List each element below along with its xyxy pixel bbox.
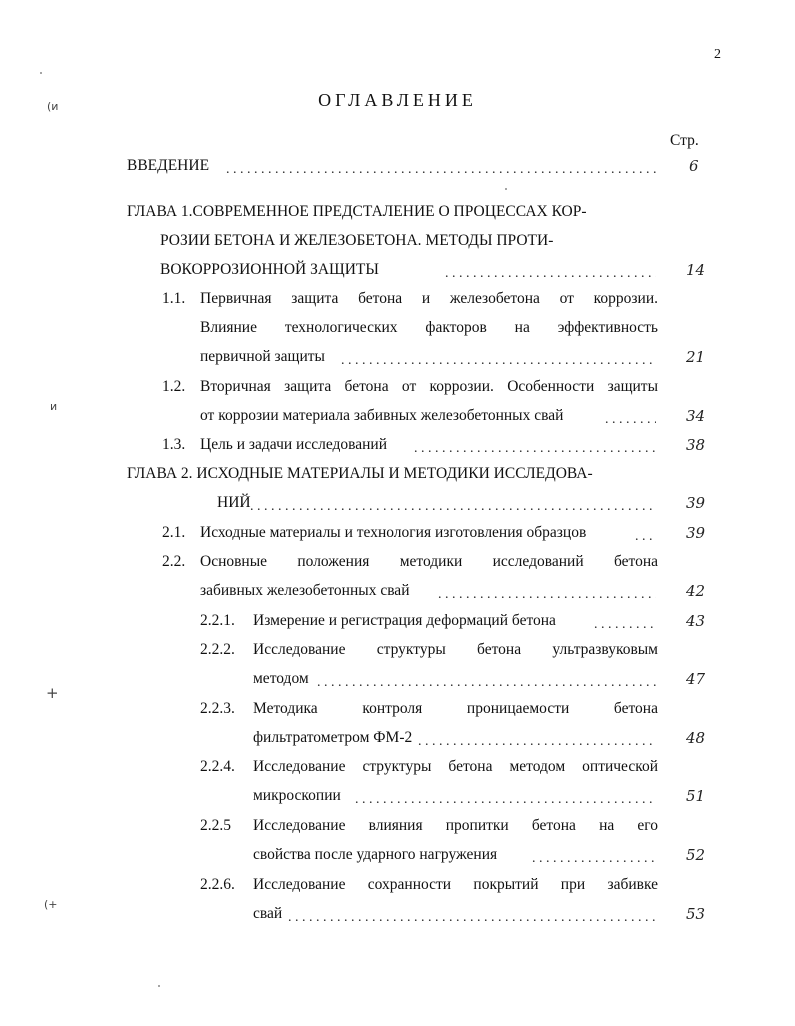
entry-number: 1.3. [162,436,186,453]
page-number: 2 [714,47,721,62]
entry-title: Измерение и регистрация деформаций бетона [253,612,556,629]
entry-page: 39 [686,524,706,542]
entry-title-line: от коррозии материала забивных железобетонных свай [200,407,564,424]
dot-leader [250,494,656,520]
entry-title-line: НИЙ [217,494,251,511]
entry-number: 1.1. [162,290,186,307]
toc-entry-continued [0,787,795,811]
entry-title: Исследование структуры бетона методом оптической [253,758,658,775]
entry-page: 51 [686,787,706,805]
entry-title: Исследование сохранности покрытий при забивке [253,876,658,893]
toc-entry-continued [0,319,795,343]
dot-leader [532,846,656,872]
dot-leader [226,157,656,183]
entry-number: 2.2.1. [200,612,235,629]
dot-leader [355,787,656,813]
toc-entry-continued [0,582,795,606]
entry-title: Вторичная защита бетона от коррозии. Особенности защиты [200,378,658,395]
page-column-header: Стр. [670,132,699,149]
toc-entry-continued [0,670,795,694]
entry-title: Первичная защита бетона и железобетона от коррозии. [200,290,658,307]
dot-leader [414,436,656,462]
dot-leader [288,905,656,931]
entry-page: 14 [686,261,706,279]
entry-number: 2.2.6. [200,876,235,893]
entry-title-line: РОЗИИ БЕТОНА И ЖЕЛЕЗОБЕТОНА. МЕТОДЫ ПРОТИ- [160,232,554,249]
entry-page: 43 [686,612,706,630]
dot-leader [317,670,656,696]
entry-page: 39 [686,494,706,512]
dot-leader [605,407,656,433]
entry-page: 21 [686,348,706,366]
toc-entry [0,157,795,181]
margin-mark: и [50,400,58,413]
toc-entry [0,758,795,782]
toc-entry [0,203,795,227]
entry-title-line: забивных железобетонных свай [200,582,410,599]
entry-title: ВВЕДЕНИЕ [127,157,210,174]
document-title: ОГЛАВЛЕНИЕ [318,90,477,110]
entry-title: Цель и задачи исследований [200,436,388,453]
toc-entry [0,553,795,577]
entry-title-line: микроскопии [253,787,341,804]
toc-entry [0,876,795,900]
entry-number: 2.2.2. [200,641,235,658]
toc-entry [0,290,795,314]
entry-page: 6 [689,157,699,175]
dot-leader [594,612,656,638]
entry-title-line: свойства после ударного нагружения [253,846,498,863]
toc-entry [0,817,795,841]
toc-entry-continued [0,232,795,256]
dot-leader [635,524,656,550]
entry-page: 42 [686,582,706,600]
entry-title: Исследование влияния пропитки бетона на его [253,817,658,834]
entry-title-line: свай [253,905,283,922]
entry-page: 34 [686,407,706,425]
entry-title-line: Влияние технологических факторов на эффективность [200,319,658,336]
dot-leader [445,261,656,287]
toc-entry-continued [0,407,795,431]
entry-title: Исследование структуры бетона ультразвуковым [253,641,658,658]
entry-title-line: ВОКОРРОЗИОННОЙ ЗАЩИТЫ [160,261,379,278]
margin-mark: + [46,684,59,702]
toc-entry [0,465,795,489]
entry-number: 2.2.4. [200,758,235,775]
toc-entry [0,700,795,724]
entry-number: 2.1. [162,524,186,541]
toc-entry-continued [0,494,795,518]
entry-number: 2.2.3. [200,700,235,717]
entry-page: 48 [686,729,706,747]
toc-entry [0,612,795,636]
dot-leader [341,348,656,374]
toc-entry [0,436,795,460]
entry-title: ГЛАВА 1.СОВРЕМЕННОЕ ПРЕДСТАЛЕНИЕ О ПРОЦЕССАХ КОР- [127,203,587,220]
toc-entry-continued [0,846,795,870]
margin-mark: (+ [44,898,58,911]
toc-entry-continued [0,348,795,372]
dot-leader [438,582,656,608]
entry-title: Методика контроля проницаемости бетона [253,700,658,717]
entry-title-line: первичной защиты [200,348,325,365]
scan-speck [40,72,42,74]
scan-speck [505,188,507,190]
toc-entry [0,524,795,548]
entry-number: 2.2. [162,553,186,570]
toc-entry-continued [0,729,795,753]
entry-page: 52 [686,846,706,864]
dot-leader [418,729,656,755]
entry-number: 2.2.5 [200,817,231,834]
entry-page: 38 [686,436,706,454]
entry-title: Исходные материалы и технология изготовления образцов [200,524,587,541]
toc-entry [0,641,795,665]
entry-title-line: фильтратометром ФМ-2 [253,729,413,746]
toc-entry-continued [0,905,795,929]
entry-title: Основные положения методики исследований бетона [200,553,658,570]
entry-page: 47 [686,670,706,688]
toc-entry-continued [0,261,795,285]
entry-title: ГЛАВА 2. ИСХОДНЫЕ МАТЕРИАЛЫ И МЕТОДИКИ ИССЛЕДОВА- [127,465,593,482]
margin-mark: (и [47,100,59,113]
entry-page: 53 [686,905,706,923]
scan-speck [158,985,160,987]
entry-title-line: методом [253,670,309,687]
toc-entry [0,378,795,402]
entry-number: 1.2. [162,378,186,395]
